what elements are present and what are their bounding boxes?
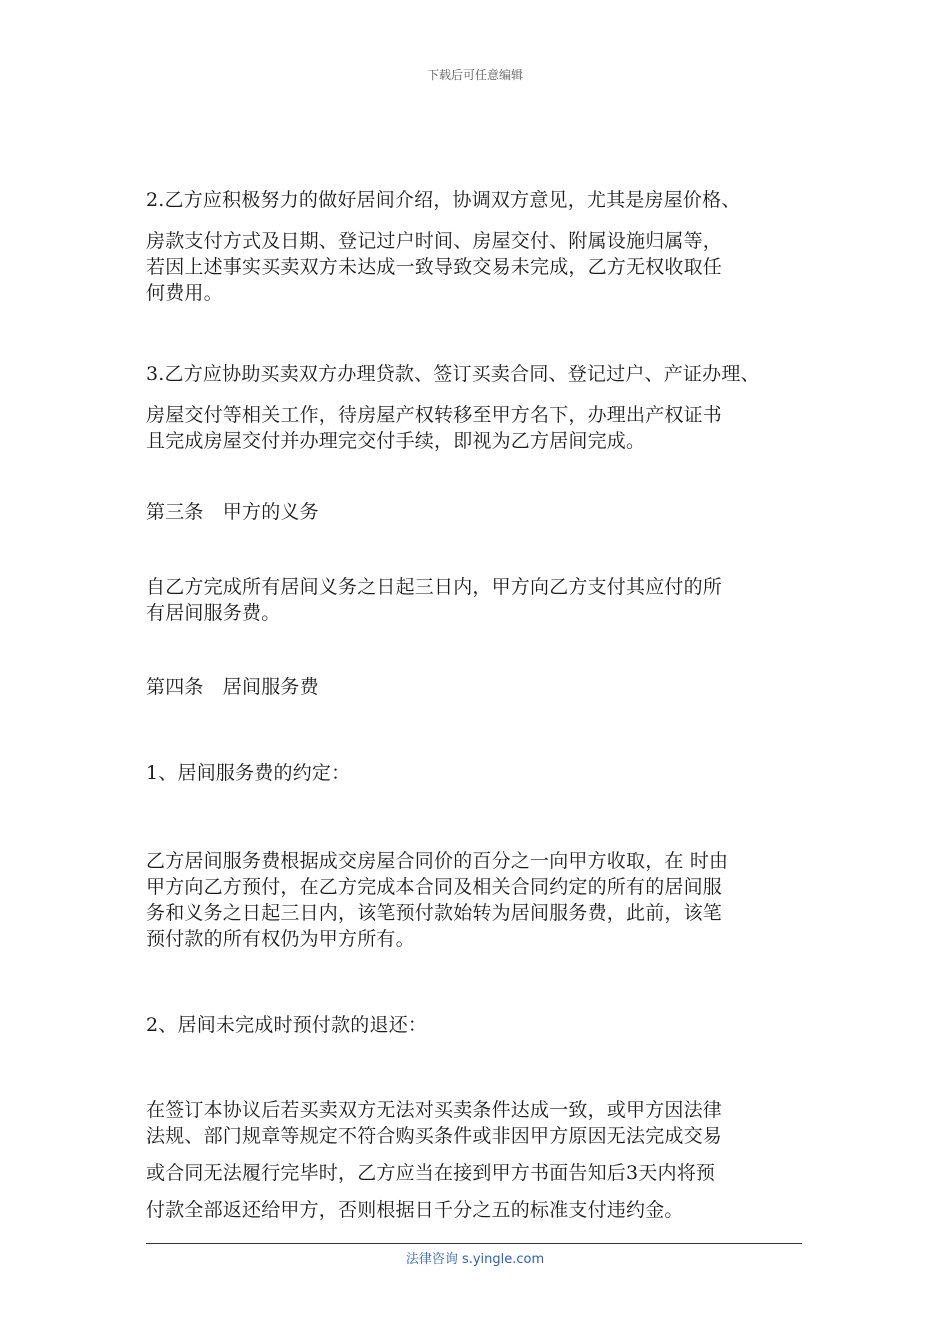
paragraph-line: 有居间服务费。 bbox=[146, 602, 281, 624]
footer-link[interactable]: 法律咨询 s.yingle.com bbox=[405, 1252, 545, 1267]
paragraph-line: 法规、部门规章等规定不符合购买条件或非因甲方原因无法完成交易 bbox=[146, 1125, 723, 1147]
paragraph-line: 2.乙方应积极努力的做好居间介绍，协调双方意见，尤其是房屋价格、 bbox=[146, 189, 741, 211]
paragraph-line: 自乙方完成所有居间义务之日起三日内，甲方向乙方支付其应付的所 bbox=[146, 576, 723, 598]
footer-divider bbox=[146, 1243, 802, 1244]
paragraph-line: 3.乙方应协助买卖双方办理贷款、签订买卖合同、登记过户、产证办理、 bbox=[146, 363, 760, 385]
paragraph-line: 何费用。 bbox=[146, 282, 223, 304]
paragraph-line: 乙方居间服务费根据成交房屋合同价的百分之一向甲方收取，在 时由 bbox=[146, 850, 729, 872]
paragraph-line: 房屋交付等相关工作，待房屋产权转移至甲方名下，办理出产权证书 bbox=[146, 404, 723, 426]
paragraph-line: 付款全部返还给甲方，否则根据日千分之五的标准支付违约金。 bbox=[146, 1199, 684, 1221]
paragraph-line: 或合同无法履行完毕时，乙方应当在接到甲方书面告知后3天内将预 bbox=[146, 1162, 716, 1184]
paragraph-line: 房款支付方式及日期、登记过户时间、房屋交付、附属设施归属等， bbox=[146, 230, 723, 252]
section-heading: 第三条 甲方的义务 bbox=[146, 501, 319, 523]
subsection-heading: 2、居间未完成时预付款的退还： bbox=[146, 1014, 428, 1036]
page-header-note: 下载后可任意编辑 bbox=[426, 68, 523, 82]
paragraph-line: 预付款的所有权仍为甲方所有。 bbox=[146, 928, 415, 950]
subsection-heading: 1、居间服务费的约定： bbox=[146, 762, 351, 784]
section-heading: 第四条 居间服务费 bbox=[146, 676, 319, 698]
paragraph-line: 在签订本协议后若买卖双方无法对买卖条件达成一致，或甲方因法律 bbox=[146, 1099, 723, 1121]
paragraph-line: 甲方向乙方预付，在乙方完成本合同及相关合同约定的所有的居间服 bbox=[146, 876, 723, 898]
paragraph-line: 务和义务之日起三日内，该笔预付款始转为居间服务费，此前，该笔 bbox=[146, 902, 723, 924]
paragraph-line: 若因上述事实买卖双方未达成一致导致交易未完成，乙方无权收取任 bbox=[146, 256, 723, 278]
paragraph-line: 且完成房屋交付并办理完交付手续，即视为乙方居间完成。 bbox=[146, 430, 646, 452]
